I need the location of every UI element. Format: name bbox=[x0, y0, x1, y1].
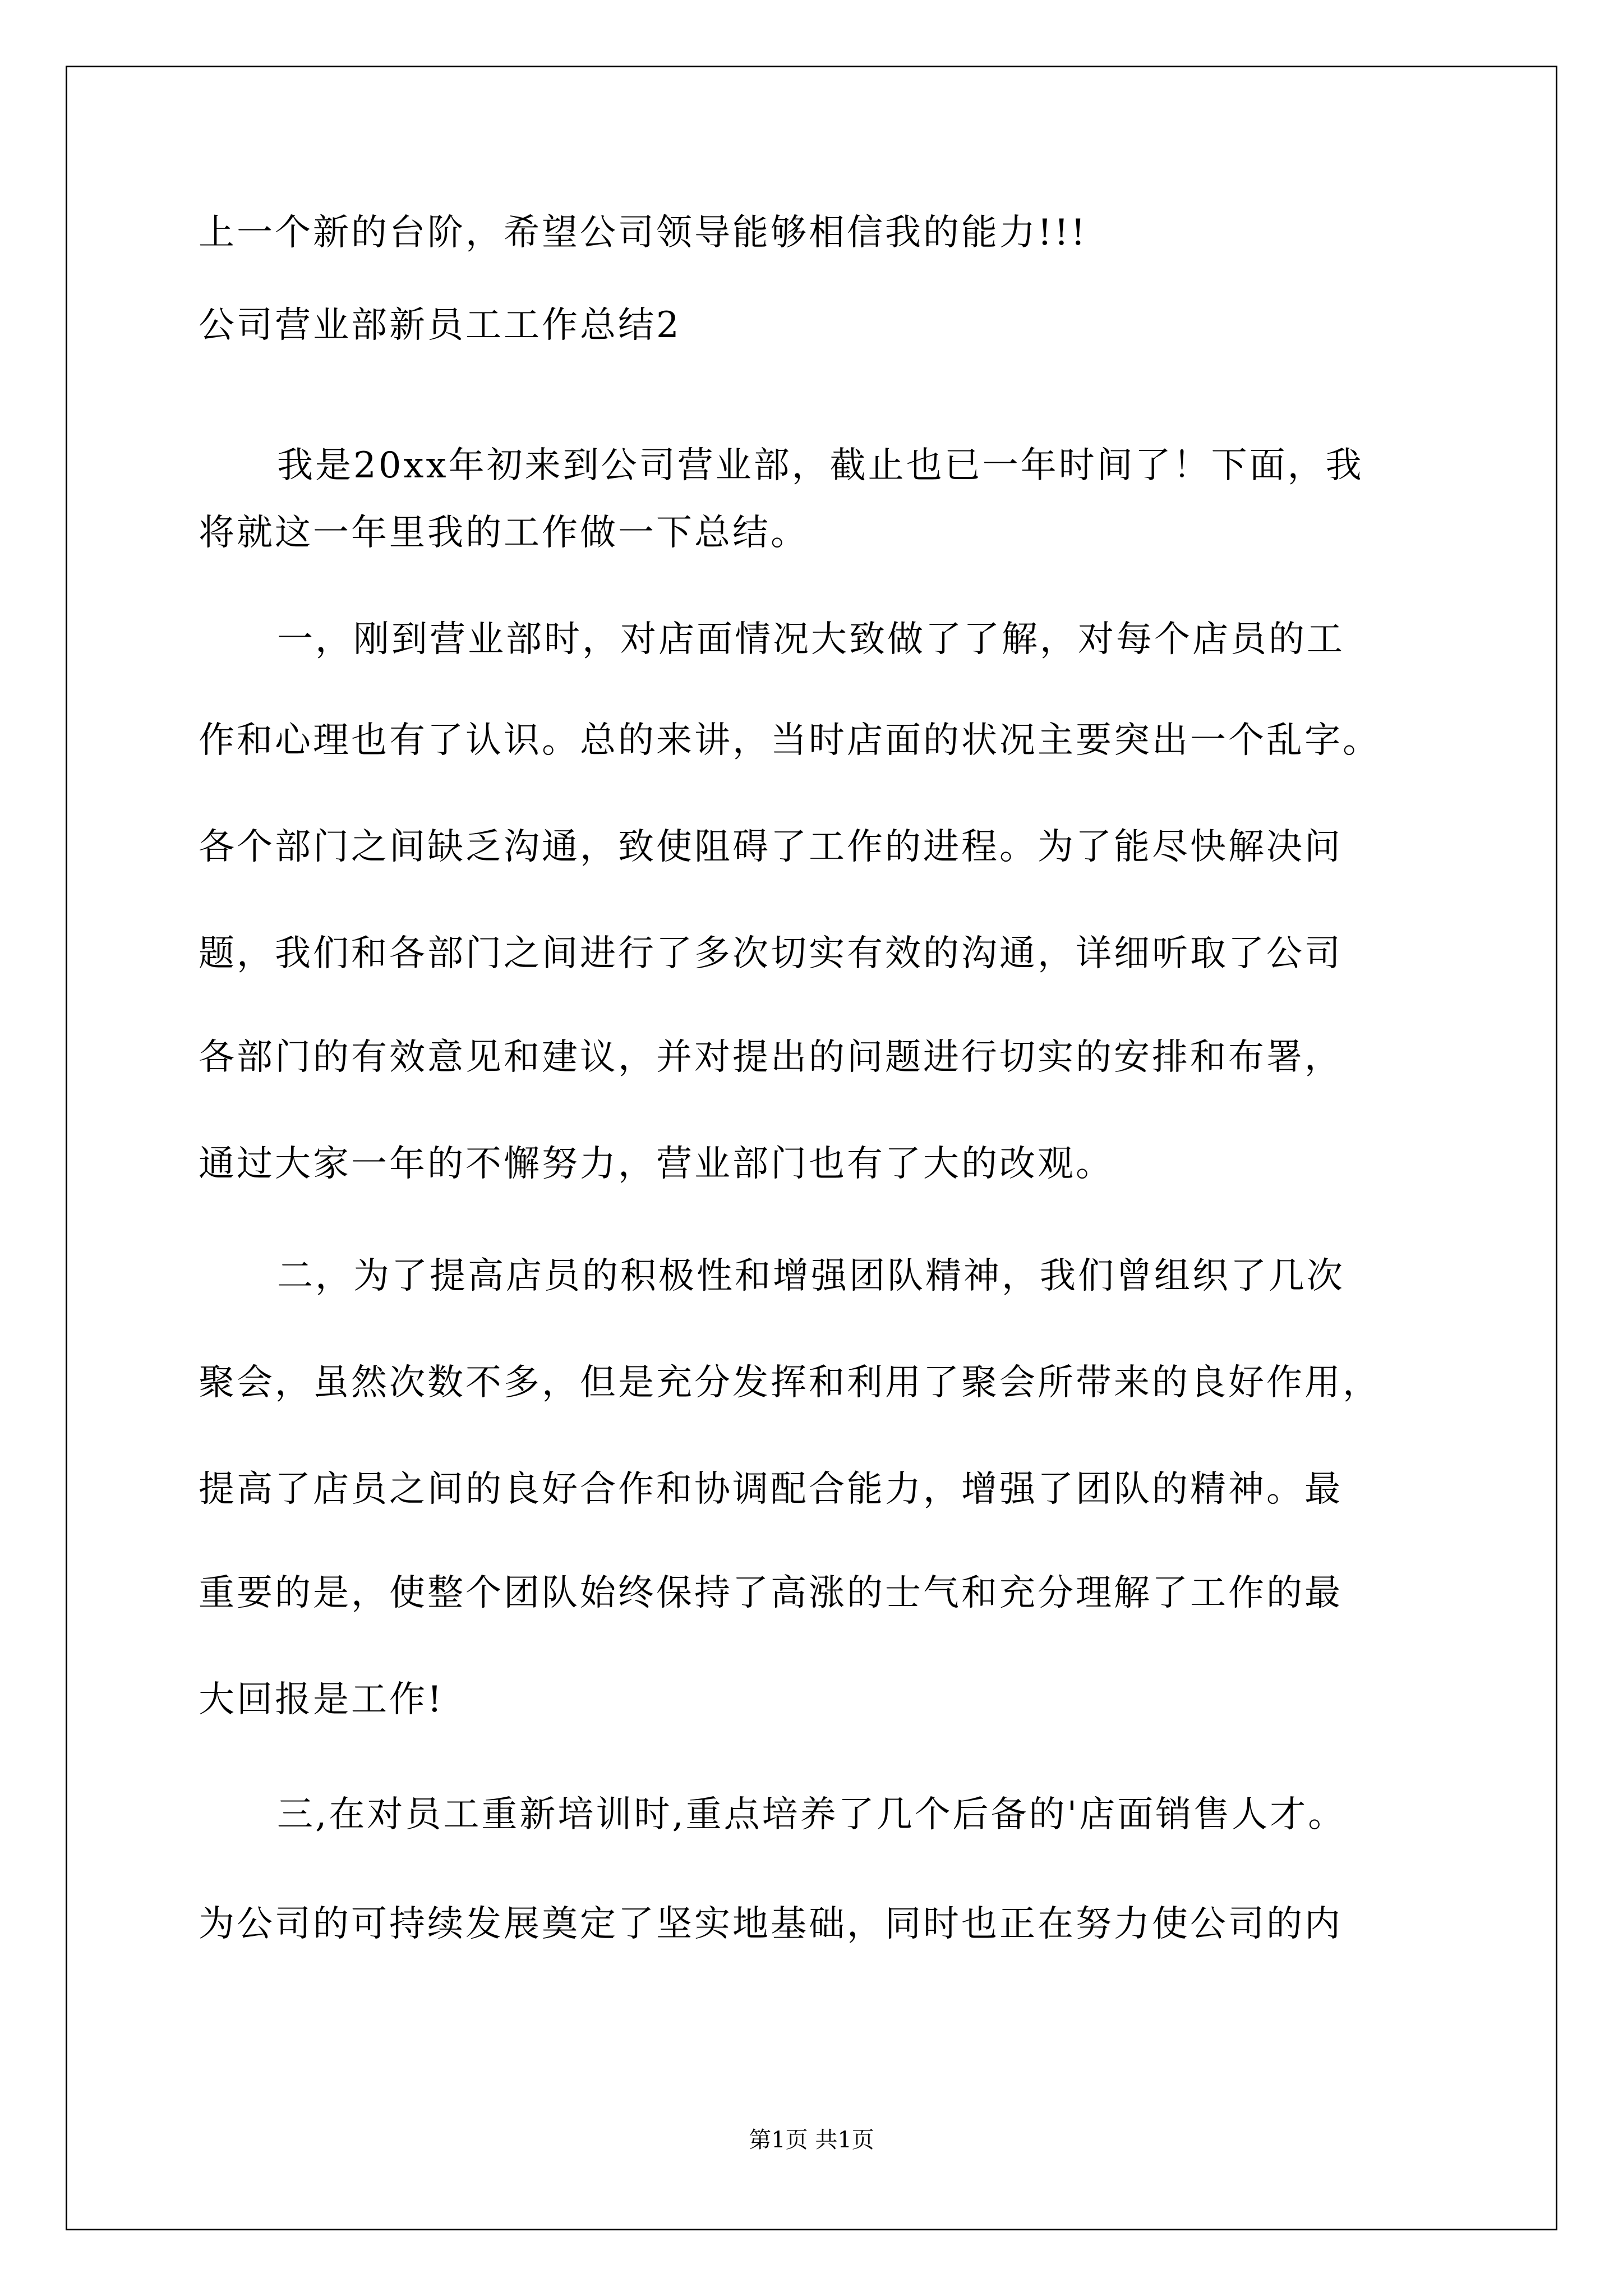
text-line: 各个部门之间缺乏沟通，致使阻碍了工作的进程。为了能尽快解决问 bbox=[199, 826, 1343, 868]
text-line: 重要的是，使整个团队始终保持了高涨的士气和充分理解了工作的最 bbox=[199, 1572, 1343, 1614]
page-number-footer: 第1页 共1页 bbox=[749, 2127, 874, 2153]
text-line: 上一个新的台阶，希望公司领导能够相信我的能力!!! bbox=[199, 212, 1088, 254]
text-line: 聚会，虽然次数不多，但是充分发挥和利用了聚会所带来的良好作用， bbox=[199, 1362, 1381, 1404]
text-line: 提高了店员之间的良好合作和协调配合能力，增强了团队的精神。最 bbox=[199, 1469, 1343, 1510]
section-heading: 公司营业部新员工工作总结2 bbox=[199, 305, 681, 346]
text-line: 三,在对员工重新培训时,重点培养了几个后备的'店面销售人才。 bbox=[277, 1794, 1347, 1835]
text-line: 大回报是工作! bbox=[199, 1679, 444, 1720]
text-line: 我是20xx年初来到公司营业部，截止也已一年时间了！下面，我 bbox=[277, 445, 1364, 486]
text-line: 将就这一年里我的工作做一下总结。 bbox=[199, 512, 809, 554]
text-line: 二，为了提高店员的积极性和增强团队精神，我们曾组织了几次 bbox=[277, 1255, 1345, 1297]
text-line: 一，刚到营业部时，对店面情况大致做了了解，对每个店员的工 bbox=[277, 619, 1345, 660]
text-line: 作和心理也有了认识。总的来讲，当时店面的状况主要突出一个乱字。 bbox=[199, 720, 1381, 761]
text-line: 题，我们和各部门之间进行了多次切实有效的沟通，详细听取了公司 bbox=[199, 933, 1343, 974]
text-line: 为公司的可持续发展奠定了坚实地基础，同时也正在努力使公司的内 bbox=[199, 1903, 1343, 1945]
text-line: 各部门的有效意见和建议，并对提出的问题进行切实的安排和布署， bbox=[199, 1037, 1343, 1078]
text-line: 通过大家一年的不懈努力，营业部门也有了大的改观。 bbox=[199, 1143, 1114, 1185]
